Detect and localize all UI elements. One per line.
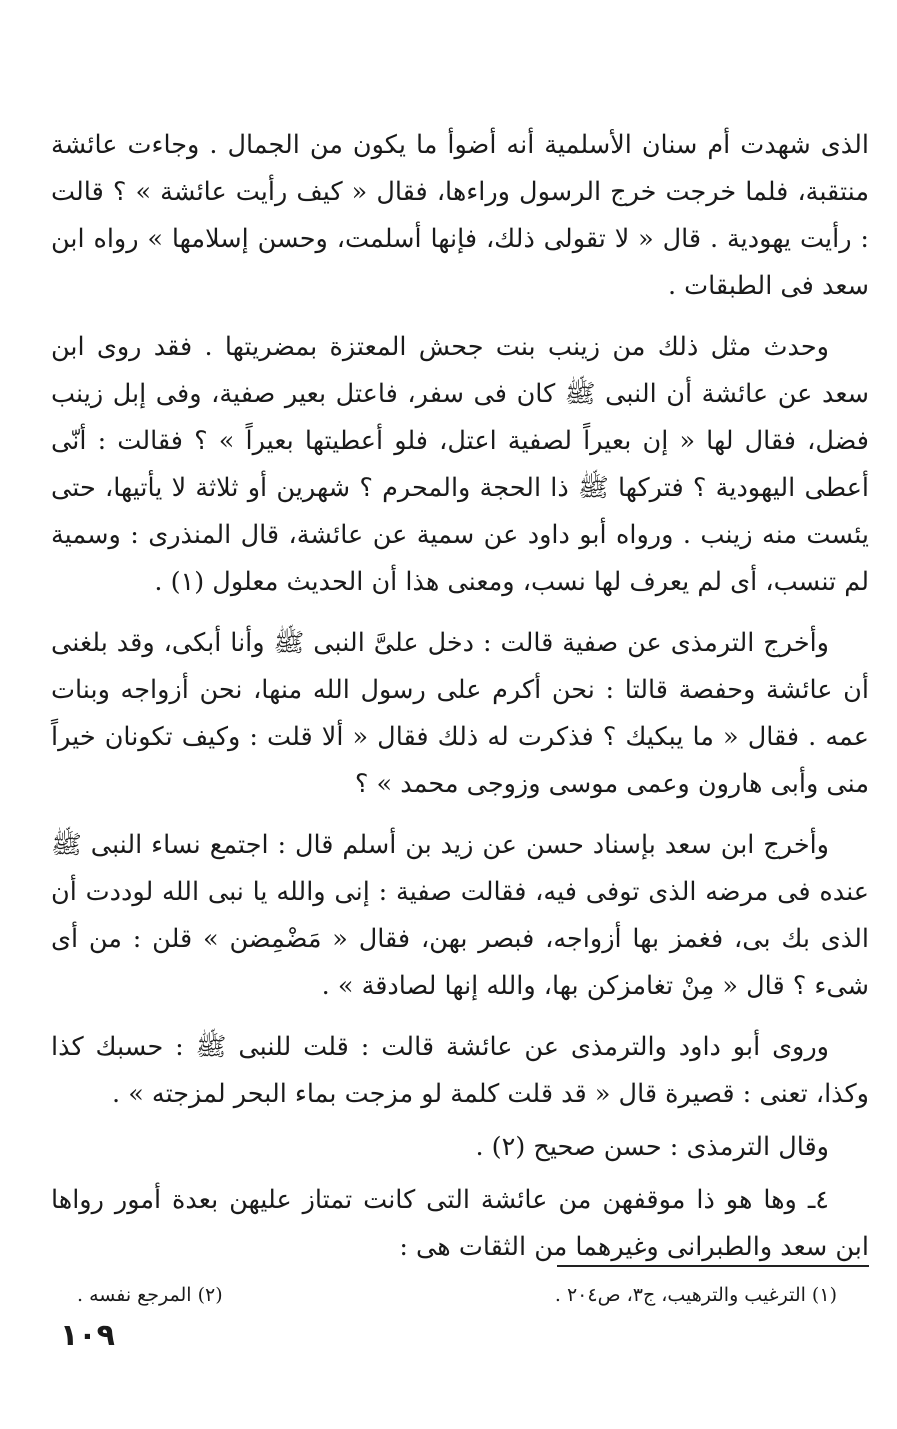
paragraph-1: الذى شهدت أم سنان الأسلمية أنه أضوأ ما يكون من الجمال . وجاءت عائشة منتقبة، فلما خرجت خرج الرسول وراءها، فقال « كيف رأيت عائشة » ؟ قالت : رأيت يهودية . قال « لا تقولى ذلك، فإنها أسلمت، وحسن إسلامها » رواه ابن سعد فى الطبقات . <box>51 130 869 301</box>
page-number: ١٠٩ <box>60 1318 115 1353</box>
main-text <box>51 122 869 1285</box>
paragraph-3: وأخرج الترمذى عن صفية قالت : دخل علىَّ النبى ﷺ وأنا أبكى، وقد بلغنى أن عائشة وحفصة قالتا : نحن أكرم على رسول الله منها، نحن أزواجه وبنات عمه . فقال « ما يبكيك ؟ فذكرت له ذلك فقال « ألا قلت : وكيف تكونان خيراً منى وأبى هارون وعمى موسى وزوجى محمد » ؟ <box>51 628 869 799</box>
paragraph-4: وأخرج ابن سعد بإسناد حسن عن زيد بن أسلم قال : اجتمع نساء النبى ﷺ عنده فى مرضه الذى توفى فيه، فقالت صفية : إنى والله يا نبى الله لوددت أن الذى بك بى، فغمز بها أزواجه، فبصر بهن، فقال « مَضْمِضن » قلن : من أى شىء ؟ قال « مِنْ تغامزكن بها، والله إنها لصادقة » . <box>51 830 869 1001</box>
paragraph-7: ٤ـ وها هو ذا موقفهن من عائشة التى كانت تمتاز عليهن بعدة أمور رواها ابن سعد والطبرانى وغيرهما من الثقات هى : <box>51 1185 869 1262</box>
footnotes <box>77 1280 837 1310</box>
footnote-2: (٢) المرجع نفسه . <box>77 1284 223 1306</box>
footnote-divider <box>557 1265 869 1267</box>
paragraph-6: وقال الترمذى : حسن صحيح (٢) . <box>475 1132 829 1162</box>
footnote-1: (١) الترغيب والترهيب، ج٣، ص٢٠٤ . <box>554 1284 837 1306</box>
paragraph-5: وروى أبو داود والترمذى عن عائشة قالت : قلت للنبى ﷺ : حسبك كذا وكذا، تعنى : قصيرة قال « قد قلت كلمة لو مزجت بماء البحر لمزجته » . <box>51 1032 869 1109</box>
paragraph-2: وحدث مثل ذلك من زينب بنت جحش المعتزة بمضريتها . فقد روى ابن سعد عن عائشة أن النبى ﷺ كان فى سفر، فاعتل بعير صفية، وفى إبل زينب فضل، فقال لها « إن بعيراً لصفية اعتل، فلو أعطيتها بعيراً » ؟ فقالت : أنّى أعطى اليهودية ؟ فتركها ﷺ ذا الحجة والمحرم ؟ شهرين أو ثلاثة لا يأتيها، حتى يئست منه زينب . ورواه أبو داود عن سمية عن عائشة، قال المنذرى : وسمية لم تنسب، أى لم يعرف لها نسب، ومعنى هذا أن الحديث معلول (١) . <box>51 332 869 597</box>
